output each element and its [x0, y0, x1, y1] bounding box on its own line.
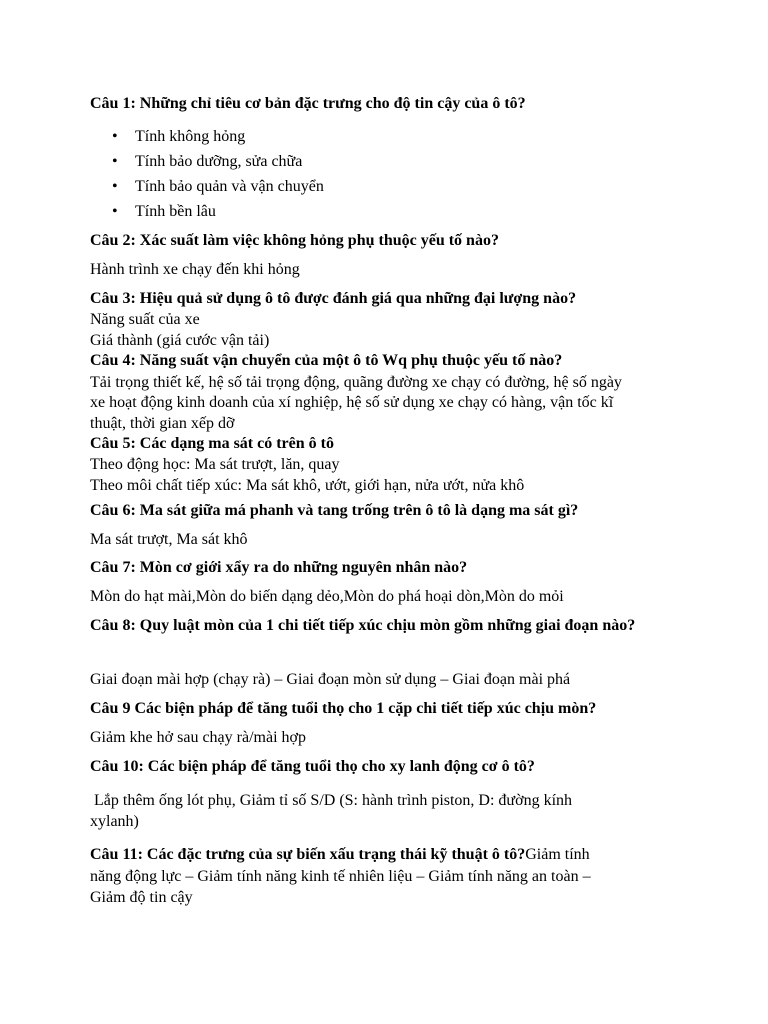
question-11: Câu 11: Các đặc trưng của sự biến xấu trạng thái kỹ thuật ô tô? [90, 846, 526, 863]
question-3: Câu 3: Hiệu quả sử dụng ô tô được đánh giá qua những đại lượng nào? [90, 290, 577, 307]
answer-4-line: Tải trọng thiết kế, hệ số tải trọng động, quãng đường xe chạy có đường, hệ số ngày [90, 374, 622, 391]
answer-9: Giảm khe hở sau chạy rà/mài hợp [90, 729, 306, 746]
question-5: Câu 5: Các dạng ma sát có trên ô tô [90, 435, 334, 452]
question-2: Câu 2: Xác suất làm việc không hỏng phụ thuộc yếu tố nào? [90, 232, 499, 249]
answer-7: Mòn do hạt mài,Mòn do biến dạng dẻo,Mòn do phá hoại dòn,Mòn do mỏi [90, 588, 564, 605]
answer-10-line: xylanh) [90, 813, 139, 830]
answer-4-line: xe hoạt động kinh doanh của xí nghiệp, hệ số sử dụng xe chạy có hàng, vận tốc kĩ [90, 394, 614, 411]
answer-11-line: Giảm độ tin cậy [90, 889, 193, 906]
question-6: Câu 6: Ma sát giữa má phanh và tang trống trên ô tô là dạng ma sát gì? [90, 502, 579, 519]
answer-2: Hành trình xe chạy đến khi hỏng [90, 261, 300, 278]
document-page: Câu 1: Những chỉ tiêu cơ bản đặc trưng cho độ tin cậy của ô tô? • Tính không hỏng • Tính bảo dưỡng, sửa chữa • Tính bảo quản và vận chuyển • Tính bền lâu Câu 2: Xác suất làm việc không hỏng phụ thuộc yếu tố nào? Hành trình xe chạy đến khi hỏng Câu 3: Hiệu quả sử dụng ô tô được đánh giá qua những đại lượng nào? Năng suất của xe Giá thành (giá cước vận tải) Câu 4: Năng suất vận chuyển của một ô tô Wq phụ thuộc yếu tố nào? Tải trọng thiết kế, hệ số tải trọng động, quãng đường xe chạy có đường, hệ số ngày xe hoạt động kinh doanh của xí nghiệp, hệ số sử dụng xe chạy có hàng, vận tốc kĩ thuật, thời gian xếp dỡ Câu 5: Các dạng ma sát có trên ô tô Theo động học: Ma sát trượt, lăn, quay Theo môi chất tiếp xúc: Ma sát khô, ướt, giới hạn, nửa ướt, nửa khô Câu 6: Ma sát giữa má phanh và tang trống trên ô tô là dạng ma sát gì? Ma sát trượt, Ma sát khô Câu 7: Mòn cơ giới xẩy ra do những nguyên nhân nào? Mòn do hạt mài,Mòn do biến dạng dẻo,Mòn do phá hoại dòn,Mòn do mỏi Câu 8: Quy luật mòn của 1 chi tiết tiếp xúc chịu mòn gồm những giai đoạn nào? Giai đoạn mài hợp (chạy rà) – Giai đoạn mòn sử dụng – Giai đoạn mài phá Câu 9 Các biện pháp để tăng tuổi thọ cho 1 cặp chi tiết tiếp xúc chịu mòn? Giảm khe hở sau chạy rà/mài hợp Câu 10: Các biện pháp để tăng tuổi thọ cho xy lanh động cơ ô tô? Lắp thêm ống lót phụ, Giảm tỉ số S/D (S: hành trình piston, D: đường kính xylanh) Câu 11: Các đặc trưng của sự biến xấu trạng thái kỹ thuật ô tô?Giảm tính năng động lực – Giảm tính năng kinh tế nhiên liệu – Giảm tính năng an toàn – Giảm độ tin cậy [0, 0, 768, 1024]
bullet-icon: • [112, 128, 118, 145]
question-1: Câu 1: Những chỉ tiêu cơ bản đặc trưng cho độ tin cậy của ô tô? [90, 95, 526, 112]
bullet-icon: • [112, 153, 118, 170]
question-10: Câu 10: Các biện pháp để tăng tuổi thọ cho xy lanh động cơ ô tô? [90, 758, 535, 775]
answer-10-line: Lắp thêm ống lót phụ, Giảm tỉ số S/D (S: hành trình piston, D: đường kính [90, 792, 573, 809]
answer-11-start: Giảm tính [525, 846, 590, 863]
bullet-icon: • [112, 178, 118, 195]
answer-5-line: Theo môi chất tiếp xúc: Ma sát khô, ướt, giới hạn, nửa ướt, nửa khô [90, 477, 525, 494]
answer-8: Giai đoạn mài hợp (chạy rà) – Giai đoạn mòn sử dụng – Giai đoạn mài phá [90, 671, 571, 688]
bullet-icon: • [112, 203, 118, 220]
question-4: Câu 4: Năng suất vận chuyển của một ô tô Wq phụ thuộc yếu tố nào? [90, 352, 563, 369]
answer-4-line: thuật, thời gian xếp dỡ [90, 415, 235, 432]
answer-11-line: năng động lực – Giảm tính năng kinh tế nhiên liệu – Giảm tính năng an toàn – [90, 868, 591, 885]
answer-3-line: Giá thành (giá cước vận tải) [90, 332, 270, 349]
question-9: Câu 9 Các biện pháp để tăng tuổi thọ cho 1 cặp chi tiết tiếp xúc chịu mòn? [90, 700, 597, 717]
answer-6: Ma sát trượt, Ma sát khô [90, 531, 248, 548]
question-7: Câu 7: Mòn cơ giới xẩy ra do những nguyên nhân nào? [90, 559, 468, 576]
answer-3-line: Năng suất của xe [90, 311, 200, 328]
answer-5-line: Theo động học: Ma sát trượt, lăn, quay [90, 456, 340, 473]
question-8: Câu 8: Quy luật mòn của 1 chi tiết tiếp xúc chịu mòn gồm những giai đoạn nào? [90, 617, 636, 634]
question-11-line [90, 845, 590, 865]
